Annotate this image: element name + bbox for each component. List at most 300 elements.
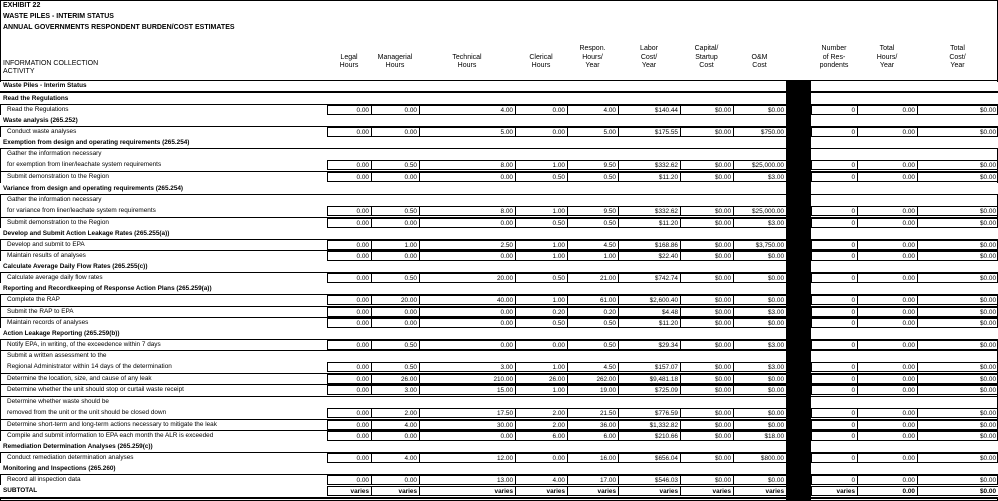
cell-total-cost: $0.00	[917, 408, 998, 418]
cell-labor: $29.34	[618, 340, 681, 350]
subtotal-row	[0, 485, 998, 496]
cell-total-hours: 0.00	[857, 295, 918, 305]
cell-labor: $742.74	[618, 273, 681, 283]
cell-total-hours: 0.00	[857, 408, 918, 418]
cell-managerial: 26.00	[371, 374, 420, 384]
section-label: Read the Regulations	[3, 95, 69, 102]
cell-clerical: 4.00	[515, 475, 568, 485]
cell-clerical: 1.00	[515, 295, 568, 305]
cell-total-cost: $0.00	[917, 273, 998, 283]
cell-capital: $0.00	[680, 218, 734, 228]
cell-total-cost: $0.00	[917, 374, 998, 384]
activity-label: Maintain records of analyses	[7, 318, 89, 326]
section-label: Calculate Average Daily Flow Rates (265.255(c))	[3, 263, 148, 271]
activity-label: Determine the location, size, and cause of any leak	[7, 375, 152, 383]
column-header-line: INFORMATION COLLECTION	[3, 59, 99, 67]
cell-clerical: 0.50	[515, 218, 568, 228]
cell-total-cost: $0.00	[917, 206, 998, 216]
cell-clerical: 2.00	[515, 420, 568, 430]
cell-capital: $0.00	[680, 431, 734, 441]
cell-clerical: 1.00	[515, 251, 568, 261]
cell-managerial: 0.50	[371, 362, 420, 372]
column-header-line: Cost/	[640, 53, 658, 61]
cell-technical: 0.00	[419, 318, 516, 328]
cell-labor: $725.09	[618, 385, 681, 395]
cell-num: 0	[811, 218, 858, 228]
cell-managerial: 0.50	[371, 273, 420, 283]
cell-total-hours: 0.00	[857, 160, 918, 170]
cell-num: 0	[811, 105, 858, 115]
table-row	[0, 239, 998, 250]
column-header-line: Capital/	[694, 45, 719, 52]
cell-clerical: 26.00	[515, 374, 568, 384]
cell-om: $25,000.00	[733, 206, 787, 216]
cell-capital: $0.00	[680, 475, 734, 485]
exhibit-subtitle: ANNUAL GOVERNMENTS RESPONDENT BURDEN/COST ESTIMATES	[3, 24, 235, 31]
cell-capital: $0.00	[680, 374, 734, 384]
cell-legal: 0.00	[327, 295, 372, 305]
activity-label: Calculate average daily flow rates	[7, 274, 103, 282]
cell-clerical: 0.00	[515, 105, 568, 115]
cell-labor: $776.59	[618, 408, 681, 418]
cell-total-cost: $0.00	[917, 486, 998, 496]
cell-clerical: 0.00	[515, 453, 568, 463]
cell-total-cost: $0.00	[917, 420, 998, 430]
cell-num: 0	[811, 127, 858, 137]
cell-technical: 40.00	[419, 295, 516, 305]
cell-total-hours: 0.00	[857, 105, 918, 115]
cell-clerical: 0.00	[515, 127, 568, 137]
cell-managerial: 0.00	[371, 172, 420, 182]
cell-labor: $168.86	[618, 240, 681, 250]
section-row	[0, 283, 998, 294]
cell-num: 0	[811, 374, 858, 384]
cell-labor: $4.48	[618, 307, 681, 317]
column-header-num	[811, 45, 857, 81]
section-row	[0, 115, 998, 126]
section-row	[0, 328, 998, 339]
section-label: Remediation Determination Analyses (265.259(c))	[3, 443, 153, 450]
cell-capital: $0.00	[680, 105, 734, 115]
cell-capital: varies	[680, 486, 734, 496]
cell-managerial: 0.00	[371, 475, 420, 485]
cell-capital: $0.00	[680, 273, 734, 283]
cell-technical: 5.00	[419, 127, 516, 137]
cell-num: varies	[811, 486, 858, 496]
cell-respon: 4.50	[567, 362, 619, 372]
cell-total-cost: $0.00	[917, 385, 998, 395]
cell-respon: 21.00	[567, 273, 619, 283]
cell-legal: 0.00	[327, 307, 372, 317]
cell-managerial: 4.00	[371, 420, 420, 430]
cell-labor: $656.04	[618, 453, 681, 463]
cell-technical: 8.00	[419, 160, 516, 170]
column-header-line: ACTIVITY	[3, 68, 35, 75]
cell-technical: 210.00	[419, 374, 516, 384]
cell-managerial: 0.00	[371, 318, 420, 328]
cell-legal: 0.00	[327, 362, 372, 372]
column-header-line: Cost	[752, 62, 767, 69]
table-row	[0, 148, 998, 171]
cell-managerial: 0.00	[371, 251, 420, 261]
table-row	[0, 294, 998, 305]
cell-om: varies	[733, 486, 787, 496]
cell-respon: 5.00	[567, 127, 619, 137]
section-label: Variance from design and operating requirements (265.254)	[3, 184, 184, 192]
cell-managerial: 0.00	[371, 218, 420, 228]
table-row	[0, 217, 998, 228]
cell-num: 0	[811, 318, 858, 328]
column-header-labor	[618, 45, 680, 81]
cell-capital: $0.00	[680, 340, 734, 350]
column-header-om	[733, 45, 786, 81]
cell-managerial: 0.50	[371, 160, 420, 170]
cell-total-hours: 0.00	[857, 340, 918, 350]
cell-respon: 1.00	[567, 251, 619, 261]
column-header-line: Hours	[385, 62, 405, 69]
column-header-legal	[327, 45, 371, 81]
cell-clerical: 0.20	[515, 307, 568, 317]
cell-total-cost: $0.00	[917, 340, 998, 350]
table-row	[0, 452, 998, 463]
activity-label: Notify EPA, in writing, of the exceedence within 7 days	[7, 341, 161, 348]
cell-respon: 4.50	[567, 240, 619, 250]
cell-labor: $11.20	[618, 218, 681, 228]
cell-legal: 0.00	[327, 453, 372, 463]
activity-label: Submit a written assessment to the	[7, 352, 107, 360]
cell-managerial: 0.00	[371, 307, 420, 317]
cell-total-hours: 0.00	[857, 362, 918, 372]
cell-technical: 2.50	[419, 240, 516, 250]
cell-technical: 4.00	[419, 105, 516, 115]
cell-capital: $0.00	[680, 172, 734, 182]
activity-label: Gather the information necessary	[7, 195, 102, 203]
section-label: Action Leakage Reporting (265.259(b))	[3, 330, 120, 337]
activity-label: Submit demonstration to the Region	[7, 218, 109, 226]
column-header-line: Clerical	[529, 53, 553, 61]
activity-label-line2: for variance from liner/leachate system requirements	[7, 206, 156, 214]
cell-respon: 9.50	[567, 206, 619, 216]
cell-labor: $11.20	[618, 318, 681, 328]
activity-label: Develop and submit to EPA	[7, 240, 85, 248]
cell-respon: varies	[567, 486, 619, 496]
column-header-line: Labor	[640, 45, 658, 52]
activity-label: Determine whether the unit should stop or curtail waste receipt	[7, 386, 184, 394]
cell-technical: 8.00	[419, 206, 516, 216]
black-separator-column	[786, 80, 811, 501]
activity-label: Compile and submit information to EPA each month the ALR is exceeded	[7, 431, 214, 439]
cell-total-hours: 0.00	[857, 240, 918, 250]
title-row: Waste Piles - Interim Status	[0, 82, 998, 91]
column-header-line: Hours/	[876, 53, 898, 61]
cell-total-hours: 0.00	[857, 127, 918, 137]
cell-clerical: 0.50	[515, 318, 568, 328]
table-row	[0, 194, 998, 217]
table-row	[0, 350, 998, 373]
cell-om: $3.00	[733, 172, 787, 182]
cell-num: 0	[811, 408, 858, 418]
table-row	[0, 373, 998, 384]
cell-respon: 0.50	[567, 172, 619, 182]
column-header-respon	[567, 45, 618, 81]
cell-labor: $210.66	[618, 431, 681, 441]
cell-respon: 262.00	[567, 374, 619, 384]
cell-total-hours: 0.00	[857, 431, 918, 441]
activity-label: Complete the RAP	[7, 296, 60, 304]
cell-total-cost: $0.00	[917, 127, 998, 137]
cell-num: 0	[811, 172, 858, 182]
column-header-line: Hours	[457, 62, 477, 69]
cell-num: 0	[811, 295, 858, 305]
cell-clerical: 1.00	[515, 385, 568, 395]
table-row	[0, 419, 998, 430]
cell-total-hours: 0.00	[857, 374, 918, 384]
cell-capital: $0.00	[680, 408, 734, 418]
column-header-line: Total	[879, 45, 895, 52]
cell-respon: 0.50	[567, 318, 619, 328]
table-row	[0, 430, 998, 441]
cell-clerical: 1.00	[515, 160, 568, 170]
cell-respon: 17.00	[567, 475, 619, 485]
cell-technical: 0.00	[419, 251, 516, 261]
column-header-line: Respon.	[579, 45, 606, 52]
cell-om: $3,750.00	[733, 240, 787, 250]
cell-total-cost: $0.00	[917, 218, 998, 228]
cell-om: $0.00	[733, 273, 787, 283]
table-row	[0, 474, 998, 485]
cell-total-cost: $0.00	[917, 240, 998, 250]
cell-total-cost: $0.00	[917, 362, 998, 372]
cell-om: $0.00	[733, 318, 787, 328]
cell-num: 0	[811, 362, 858, 372]
cell-num: 0	[811, 273, 858, 283]
cell-legal: 0.00	[327, 475, 372, 485]
column-header-clerical	[515, 45, 567, 81]
cell-capital: $0.00	[680, 240, 734, 250]
column-header-line: Startup	[695, 53, 718, 61]
cell-technical: 17.50	[419, 408, 516, 418]
cell-respon: 16.00	[567, 453, 619, 463]
cell-respon: 21.50	[567, 408, 619, 418]
activity-label: Read the Regulations	[7, 106, 69, 113]
section-label: Develop and Submit Action Leakage Rates (265.255(a))	[3, 229, 170, 237]
activity-label: SUBTOTAL	[3, 487, 38, 495]
table-row	[0, 272, 998, 283]
cell-technical: 0.00	[419, 218, 516, 228]
cell-om: $0.00	[733, 251, 787, 261]
cell-num: 0	[811, 340, 858, 350]
cell-legal: 0.00	[327, 127, 372, 137]
section-row	[0, 228, 998, 239]
cell-legal: 0.00	[327, 172, 372, 182]
cell-respon: 9.50	[567, 160, 619, 170]
cell-num: 0	[811, 240, 858, 250]
cell-total-hours: 0.00	[857, 318, 918, 328]
cell-respon: 0.50	[567, 218, 619, 228]
column-header-line: O&M	[751, 53, 768, 61]
section-label: Exemption from design and operating requirements (265.254)	[3, 139, 190, 147]
cell-technical: 0.00	[419, 307, 516, 317]
table-row	[0, 396, 998, 419]
cell-om: $3.00	[733, 307, 787, 317]
cell-om: $0.00	[733, 475, 787, 485]
activity-label: Submit the RAP to EPA	[7, 307, 74, 315]
cell-managerial: 1.00	[371, 240, 420, 250]
cell-capital: $0.00	[680, 295, 734, 305]
column-header-line: Hours	[339, 62, 359, 69]
table-row	[0, 339, 998, 350]
column-header-line: Technical	[452, 53, 482, 61]
activity-label: Submit demonstration to the Region	[7, 173, 109, 181]
column-header-line: Legal	[340, 53, 358, 61]
section-row	[0, 93, 998, 104]
section-row	[0, 441, 998, 452]
section-row	[0, 261, 998, 272]
cell-total-hours: 0.00	[857, 307, 918, 317]
column-header-line: Year	[950, 62, 965, 69]
cell-num: 0	[811, 385, 858, 395]
cell-legal: 0.00	[327, 251, 372, 261]
cell-managerial: 0.50	[371, 340, 420, 350]
cell-technical: varies	[419, 486, 516, 496]
cell-managerial: 0.00	[371, 431, 420, 441]
cell-clerical: 1.00	[515, 206, 568, 216]
cell-legal: 0.00	[327, 340, 372, 350]
cell-legal: 0.00	[327, 218, 372, 228]
column-header-line: Hours/	[582, 53, 603, 61]
cell-capital: $0.00	[680, 362, 734, 372]
cell-total-hours: 0.00	[857, 206, 918, 216]
activity-label: Conduct remediation determination analyses	[7, 454, 134, 461]
cell-legal: 0.00	[327, 240, 372, 250]
cell-num: 0	[811, 453, 858, 463]
cell-capital: $0.00	[680, 307, 734, 317]
cell-total-cost: $0.00	[917, 295, 998, 305]
cell-total-hours: 0.00	[857, 420, 918, 430]
cell-capital: $0.00	[680, 160, 734, 170]
cell-labor: $22.40	[618, 251, 681, 261]
cell-capital: $0.00	[680, 206, 734, 216]
cell-respon: 6.00	[567, 431, 619, 441]
cell-clerical: 2.00	[515, 408, 568, 418]
cell-legal: varies	[327, 486, 372, 496]
cell-capital: $0.00	[680, 385, 734, 395]
cell-technical: 3.00	[419, 362, 516, 372]
cell-labor: $332.62	[618, 206, 681, 216]
row-divider	[0, 497, 998, 499]
cell-managerial: 20.00	[371, 295, 420, 305]
column-header-activity	[3, 45, 303, 81]
cell-num: 0	[811, 475, 858, 485]
cell-total-hours: 0.00	[857, 385, 918, 395]
activity-label-line2: Regional Administrator within 14 days of the determination	[7, 363, 172, 371]
activity-label: Record all inspection data	[7, 476, 81, 484]
cell-respon: 36.00	[567, 420, 619, 430]
section-label: Monitoring and Inspections (265.260)	[3, 465, 116, 473]
cell-om: $0.00	[733, 295, 787, 305]
cell-labor: $2,600.40	[618, 295, 681, 305]
cell-labor: $546.03	[618, 475, 681, 485]
cell-capital: $0.00	[680, 127, 734, 137]
activity-label: Maintain results of analyses	[7, 252, 86, 259]
column-header-line: of Res-	[822, 53, 846, 61]
cell-managerial: varies	[371, 486, 420, 496]
cell-managerial: 4.00	[371, 453, 420, 463]
cell-om: $0.00	[733, 408, 787, 418]
cell-om: $3.00	[733, 340, 787, 350]
cell-total-cost: $0.00	[917, 160, 998, 170]
activity-label-line2: removed from the unit or the unit should be closed down	[7, 408, 167, 416]
cell-total-hours: 0.00	[857, 273, 918, 283]
column-header-managerial	[371, 45, 419, 81]
cell-legal: 0.00	[327, 318, 372, 328]
cell-om: $25,000.00	[733, 160, 787, 170]
table-row	[0, 306, 998, 317]
section-row	[0, 183, 998, 194]
cell-num: 0	[811, 307, 858, 317]
cell-labor: $11.20	[618, 172, 681, 182]
cell-om: $3.00	[733, 362, 787, 372]
cell-legal: 0.00	[327, 105, 372, 115]
column-header-line: Number	[821, 45, 847, 52]
cell-respon: 0.20	[567, 307, 619, 317]
cell-legal: 0.00	[327, 420, 372, 430]
column-header-capital	[680, 45, 733, 81]
cell-labor: $140.44	[618, 105, 681, 115]
activity-label-line2: for exemption from liner/leachate system requirements	[7, 161, 162, 169]
cell-total-cost: $0.00	[917, 475, 998, 485]
cell-clerical: varies	[515, 486, 568, 496]
cell-legal: 0.00	[327, 385, 372, 395]
cell-total-hours: 0.00	[857, 218, 918, 228]
cell-labor: $175.55	[618, 127, 681, 137]
cell-technical: 20.00	[419, 273, 516, 283]
cell-managerial: 0.50	[371, 206, 420, 216]
cell-labor: $332.62	[618, 160, 681, 170]
cell-respon: 19.00	[567, 385, 619, 395]
cell-legal: 0.00	[327, 273, 372, 283]
cell-labor: varies	[618, 486, 681, 496]
cell-clerical: 0.50	[515, 172, 568, 182]
cell-total-cost: $0.00	[917, 453, 998, 463]
cell-total-cost: $0.00	[917, 251, 998, 261]
cell-capital: $0.00	[680, 453, 734, 463]
table-row	[0, 317, 998, 328]
section-row	[0, 137, 998, 148]
table-row	[0, 126, 998, 137]
cell-technical: 0.00	[419, 340, 516, 350]
cell-total-hours: 0.00	[857, 453, 918, 463]
section-label: Reporting and Recordkeeping of Response Action Plans (265.259(a))	[3, 285, 212, 293]
table-row	[0, 250, 998, 261]
cell-total-cost: $0.00	[917, 172, 998, 182]
column-header-line: Hours	[531, 62, 551, 69]
activity-label: Determine whether waste should be	[7, 397, 109, 405]
cell-capital: $0.00	[680, 251, 734, 261]
cell-total-hours: 0.00	[857, 475, 918, 485]
column-header-line: Cost	[699, 62, 714, 69]
activity-label: Determine short-term and long-term actions necessary to mitigate the leak	[7, 420, 217, 428]
cell-total-hours: 0.00	[857, 486, 918, 496]
column-header-line: Total	[950, 45, 965, 52]
column-header-line: Year	[641, 62, 657, 69]
cell-clerical: 1.00	[515, 362, 568, 372]
cell-managerial: 0.00	[371, 127, 420, 137]
cell-om: $18.00	[733, 431, 787, 441]
cell-total-cost: $0.00	[917, 431, 998, 441]
cell-clerical: 6.00	[515, 431, 568, 441]
column-header-technical	[419, 45, 515, 81]
